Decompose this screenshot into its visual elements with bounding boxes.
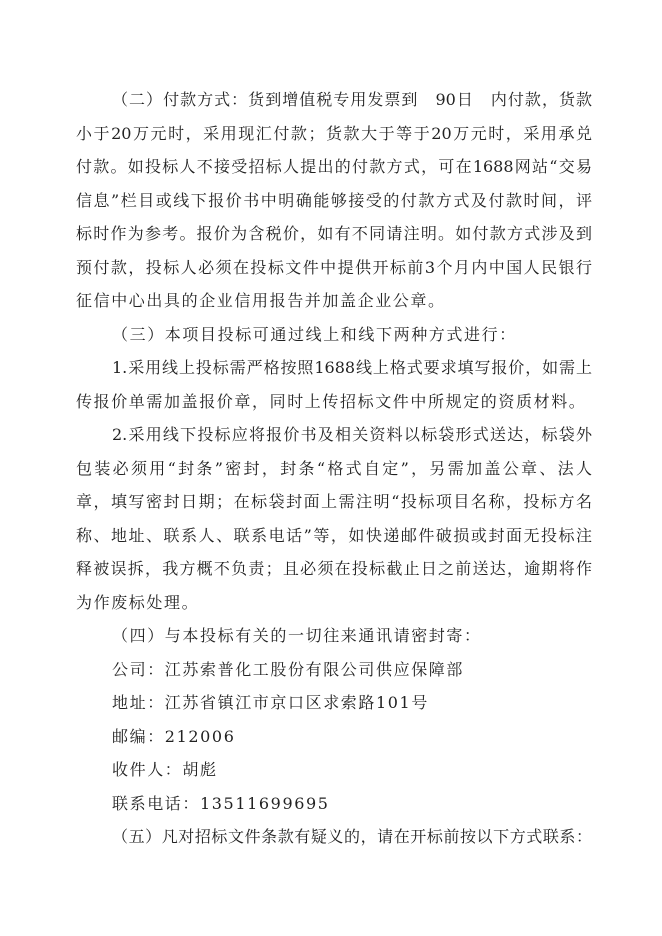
section-inquiries: [76, 820, 592, 854]
section-heading: （三）本项目投标可通过线上和线下两种方式进行：: [112, 324, 517, 344]
text-line: 标时作为参考。报价为含税价，如有不同请注明。如付款方式涉及到: [76, 224, 592, 243]
text-line: 2.采用线下投标应将报价书及相关资料以标袋形式送达，标袋外: [112, 425, 592, 444]
text-line: 释被误拆，我方概不负责；且必须在投标截止日之前送达，逾期将作: [76, 559, 592, 578]
postcode-line: 邮编：212006: [112, 726, 236, 746]
text-line: 1.采用线上投标需严格按照1688线上格式要求填写报价，如需上: [112, 358, 592, 377]
text-line: 征信中心出具的企业信用报告并加盖企业公章。: [76, 291, 446, 310]
text-line: 预付款，投标人必须在投标文件中提供开标前3个月内中国人民银行: [76, 257, 592, 277]
section-correspondence: [76, 619, 592, 820]
text-line: 付款。如投标人不接受招标人提出的付款方式，可在1688网站“交易: [76, 157, 592, 176]
text-line: 章，填写密封日期；在标袋封面上需注明“投标项目名称，投标方名: [76, 492, 592, 511]
text-line: 信息”栏目或线下报价书中明确能够接受的付款方式及付款时间，评: [76, 190, 592, 210]
section-payment-terms: [76, 83, 592, 318]
recipient-line: 收件人：胡彪: [112, 760, 218, 779]
section-bidding-methods: [76, 318, 592, 620]
section-heading: （四）与本投标有关的一切往来通讯请密封寄：: [112, 626, 482, 645]
section-heading: （五）凡对招标文件条款有疑义的，请在开标前按以下方式联系：: [112, 827, 592, 846]
text-line: 为作废标处理。: [76, 592, 200, 612]
text-line: 传报价单需加盖报价章，同时上传招标文件中所规定的资质材料。: [76, 391, 587, 411]
company-line: 公司：江苏索普化工股份有限公司供应保障部: [112, 659, 465, 679]
text-line: （二）付款方式：货到增值税专用发票到 90日 内付款，货款: [112, 90, 592, 109]
phone-line: 联系电话：13511699695: [112, 793, 330, 813]
text-line: 包装必须用“封条”密封，封条“格式自定”，另需加盖公章、法人: [76, 458, 592, 478]
address-line: 地址：江苏省镇江市京口区求索路101号: [112, 693, 429, 712]
document-body: [76, 83, 592, 854]
text-line: 称、地址、联系人、联系电话”等，如快递邮件破损或封面无投标注: [76, 525, 592, 545]
text-line: 小于20万元时，采用现汇付款；货款大于等于20万元时，采用承兑: [76, 123, 592, 143]
